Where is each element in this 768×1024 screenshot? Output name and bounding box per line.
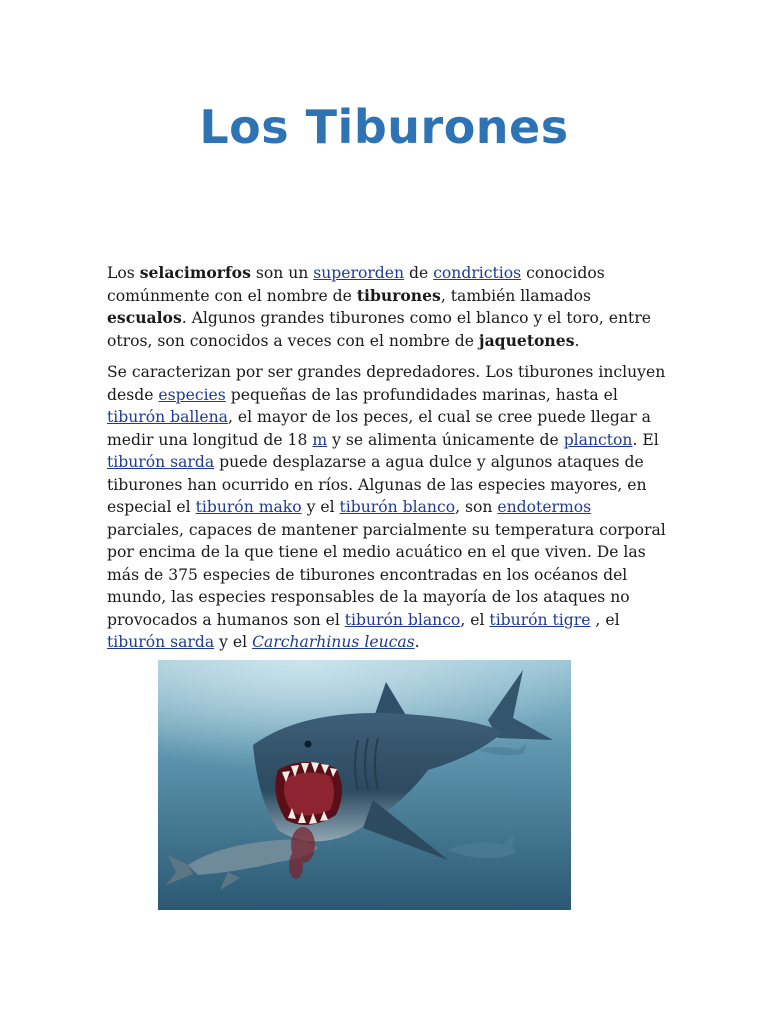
link-superorden[interactable]: superorden	[313, 264, 405, 282]
text-run: puede desplazarse a agua dulce y algunos ataques de tiburones han ocurrido en ríos. Algunas de las especies mayores, en especial el	[107, 453, 647, 516]
link-tiburon-sarda[interactable]: tiburón sarda	[107, 453, 215, 471]
link-plancton[interactable]: plancton	[563, 430, 633, 449]
text-run: Se caracterizan por ser grandes depredadores. Los tiburones incluyen desde	[107, 363, 666, 404]
paragraph-description	[107, 361, 667, 654]
text-run: pequeñas de las profundidades marinas, hasta el	[225, 385, 618, 404]
paragraph-intro	[107, 262, 667, 352]
text-run: conocidos comúnmente con el nombre de	[107, 264, 605, 305]
text-run: y el	[301, 498, 340, 516]
link-tiburon-mako[interactable]: tiburón mako	[195, 498, 302, 516]
link-tiburon-blanco[interactable]: tiburón blanco	[339, 498, 456, 516]
link-tiburon-blanco[interactable]: tiburón blanco	[344, 610, 461, 629]
text-run: de	[404, 264, 434, 282]
link-tiburon-tigre[interactable]: tiburón tigre	[489, 610, 591, 629]
text-run: , el	[460, 610, 490, 629]
link-tiburon-sarda[interactable]: tiburón sarda	[107, 633, 215, 651]
text-run: . Algunos grandes tiburones como el blanco y el toro, entre otros, son conocidos a veces con el nombre de	[107, 309, 652, 350]
text-run: .	[414, 633, 420, 651]
link-carcharhinus-leucas[interactable]: Carcharhinus leucas	[252, 633, 415, 651]
link-metro[interactable]: m	[312, 430, 328, 449]
text-run: y el	[214, 633, 253, 651]
bold-term-selacimorfos: selacimorfos	[139, 263, 251, 282]
text-run: y se alimenta únicamente de	[327, 430, 564, 449]
link-condrictios[interactable]: condrictios	[433, 264, 522, 282]
text-run: parciales, capaces de mantener parcialmente su temperatura corporal por encima de la que tiene el medio acuático en el que viven. De las más de 375 especies de tiburones encontradas en los océanos del mundo, las especies responsables de la mayoría de los ataques no provocados a humanos son el	[107, 520, 666, 629]
text-run: son un	[250, 264, 314, 282]
text-run: . El	[632, 430, 659, 449]
link-especies[interactable]: especies	[158, 385, 226, 404]
text-run: , son	[455, 498, 498, 516]
text-run: , el mayor de los peces, el cual se cree puede llegar a medir una longitud de 18	[107, 408, 651, 449]
text-run: , también llamados	[440, 286, 592, 305]
bold-term-jaquetones: jaquetones	[478, 330, 575, 350]
page-title: Los Tiburones	[199, 100, 569, 154]
shark-illustration	[158, 660, 571, 910]
text-run: .	[574, 331, 580, 350]
link-tiburon-ballena[interactable]: tiburón ballena	[107, 408, 228, 426]
bold-term-escualos: escualos	[107, 308, 182, 327]
text-run: Los	[107, 264, 140, 282]
text-run: , el	[590, 610, 620, 629]
bold-term-tiburones: tiburones	[356, 285, 441, 305]
link-endotermos[interactable]: endotermos	[497, 498, 592, 516]
